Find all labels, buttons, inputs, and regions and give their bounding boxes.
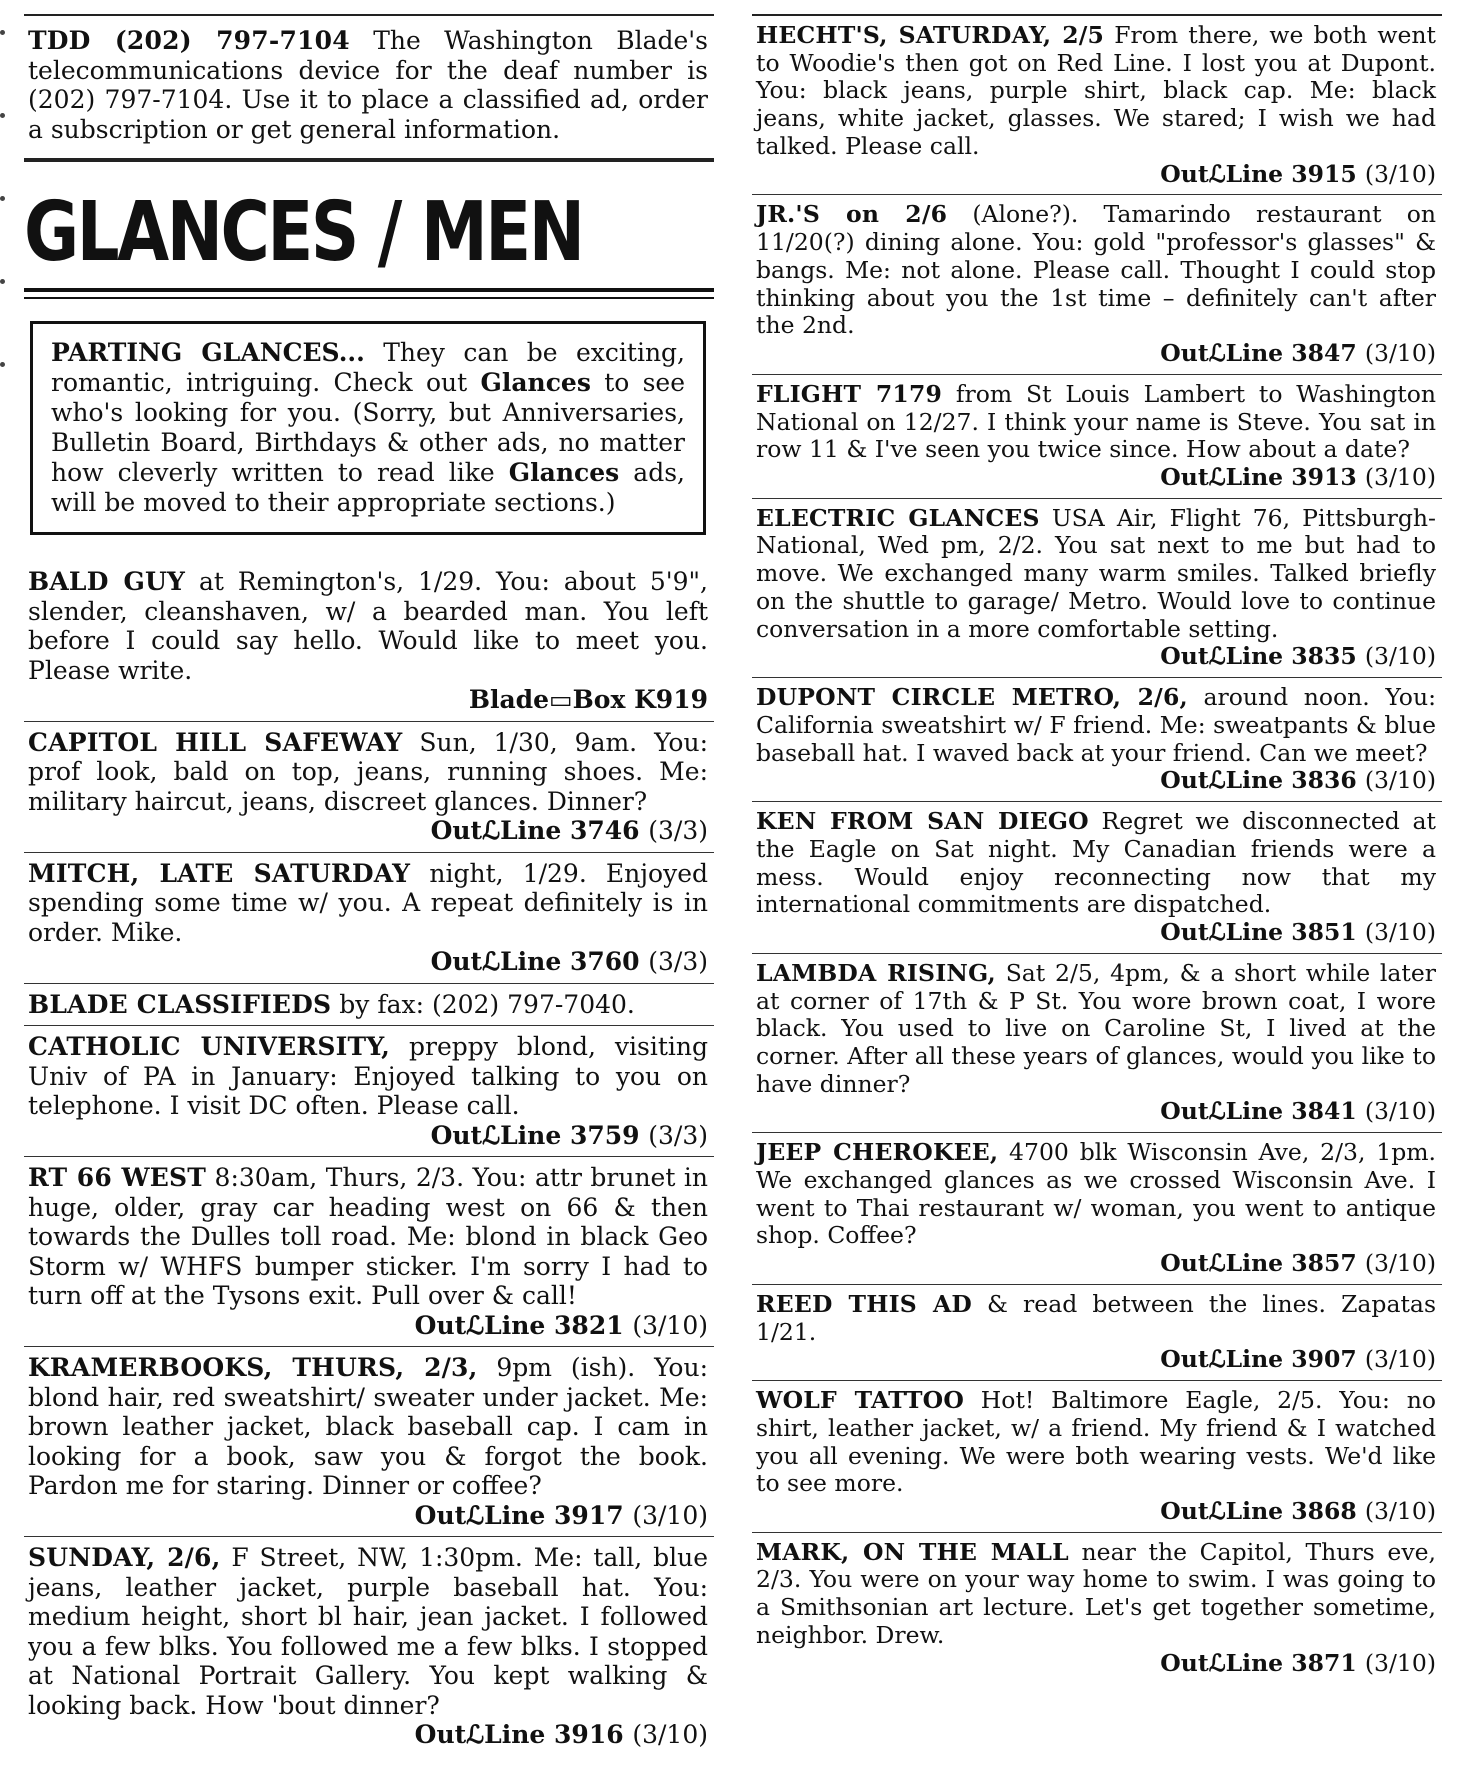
ad-body: by fax: (202) 797-7040. [331, 989, 635, 1019]
ad-body: Regret we disconnected at the Eagle on Sat night. My Canadian friends were a mess. Would enjoy reconnecting now that my international commitments are dispatched. [756, 807, 1436, 919]
ad-heading: KEN FROM SAN DIEGO [756, 807, 1089, 836]
reply-box-number: OutℒLine 3916 [414, 1720, 624, 1749]
classified-ad [24, 1157, 714, 1346]
classified-ad [752, 1133, 1442, 1284]
ad-reply-code [756, 1250, 1436, 1278]
ad-heading: RT 66 WEST [28, 1163, 207, 1192]
parting-glances-notice [30, 321, 706, 535]
ad-reply-code [28, 1311, 708, 1341]
tdd-body: The Washington Blade's telecommunications device for the deaf number is (202) 797-7104. Use it to place a classified ad, order a subscription or get general information. [28, 26, 708, 144]
ad-body: From there, we both went to Woodie's then got on Red Line. I lost you at Dupont. You: black jeans, purple shirt, black cap. Me: black jeans, white jacket, glasses. We stared; I wish we had talked. Please call. [756, 21, 1437, 160]
ad-run-date: (3/10) [1364, 159, 1436, 188]
ad-heading: JR.'S on 2/6 [756, 200, 948, 229]
ad-reply-code [28, 1720, 708, 1750]
classified-ad [24, 722, 714, 852]
right-ads-list [752, 16, 1442, 1683]
ad-heading: DUPONT CIRCLE METRO, 2/6, [756, 683, 1188, 712]
ad-body: 8:30am, Thurs, 2/3. You: attr brunet in huge, older, gray car heading west on 66 & then towards the Dulles toll road. Me: blond in black Geo Storm w/ WHFS bumper sticker. I'm sorry I had to turn off at the Tysons exit. Pull over & call! [28, 1163, 708, 1310]
ad-run-date: (3/3) [648, 816, 708, 845]
ad-run-date: (3/10) [1364, 1249, 1436, 1278]
reply-box-number: OutℒLine 3821 [414, 1310, 624, 1340]
ad-body: from St Louis Lambert to Washington National on 12/27. I think your name is Steve. You sat in row 11 & I've seen you twice since. How about a date? [756, 379, 1436, 464]
ad-reply-code [756, 1098, 1436, 1126]
reply-box-number: Blade▭Box K919 [468, 685, 708, 714]
notice-glances-2: Glances [508, 458, 620, 487]
classified-ad [24, 1347, 714, 1536]
ad-heading: ELECTRIC GLANCES [756, 503, 1040, 532]
notice-glances-1: Glances [480, 368, 591, 397]
classified-ad [752, 375, 1442, 498]
reply-box-number: OutℒLine 3907 [1160, 1345, 1357, 1374]
section-title: GLANCES / MEN [24, 185, 583, 280]
ad-run-date: (3/10) [1364, 1345, 1436, 1374]
right-column [752, 14, 1442, 1683]
classified-ad [752, 195, 1442, 373]
ad-run-date: (3/10) [1364, 918, 1436, 947]
ad-reply-code [756, 1346, 1436, 1374]
classified-ad [24, 984, 714, 1026]
ad-reply-code [756, 1498, 1436, 1526]
reply-box-number: OutℒLine 3917 [414, 1500, 624, 1530]
ad-body: near the Capitol, Thurs eve, 2/3. You were on your way home to swim. I was going to a Smithsonian art lecture. Let's get together sometime, neighbor. Drew. [756, 1537, 1436, 1649]
classified-ad [24, 853, 714, 983]
ad-body: & read between the lines. Zapatas 1/21. [756, 1289, 1437, 1346]
ad-run-date: (3/10) [1364, 339, 1436, 368]
ad-body: 9pm (ish). You: blond hair, red sweatshirt/ sweater under jacket. Me: brown leather jacket, black baseball cap. I cam in looking for a book, saw you & forgot the book. Pardon me for staring. Dinner or coffee? [28, 1353, 708, 1500]
ad-reply-code [28, 947, 708, 977]
reply-box-number: OutℒLine 3835 [1160, 642, 1357, 671]
ad-run-date: (3/10) [1364, 642, 1436, 671]
reply-box-number: OutℒLine 3868 [1160, 1496, 1357, 1525]
tdd-heading: TDD (202) 797-7104 [28, 26, 350, 55]
ad-run-date: (3/10) [632, 1500, 708, 1530]
ad-reply-code [28, 1121, 708, 1151]
ad-run-date: (3/3) [648, 1120, 708, 1150]
ad-reply-code [756, 161, 1436, 189]
ad-body: USA Air, Flight 76, Pittsburgh-National, Wed pm, 2/2. You sat next to me but had to move. We exchanged many warm smiles. Talked briefly on the shuttle to garage/ Metro. Would love to continue conversation in a more comfortable setting. [756, 503, 1436, 643]
ad-reply-code [28, 1501, 708, 1531]
left-column [24, 14, 714, 1756]
reply-box-number: OutℒLine 3871 [1160, 1648, 1357, 1677]
ad-run-date: (3/10) [1364, 1496, 1436, 1525]
ad-heading: BALD GUY [28, 567, 186, 596]
ad-heading: SUNDAY, 2/6, [28, 1543, 221, 1572]
ad-heading: MITCH, LATE SATURDAY [28, 858, 411, 888]
classified-ad [752, 16, 1442, 194]
classified-ad [752, 499, 1442, 677]
ad-run-date: (3/10) [1364, 766, 1436, 795]
notice-heading: PARTING GLANCES... [51, 338, 365, 367]
reply-box-number: OutℒLine 3847 [1160, 339, 1357, 368]
ad-body: Sat 2/5, 4pm, & a short while later at corner of 17th & P St. You wore brown coat, I wore black. You used to live on Caroline St, I lived at the corner. After all these years of glances, would you like to have dinner? [756, 958, 1436, 1098]
classified-ad [24, 561, 714, 721]
reply-box-number: OutℒLine 3913 [1160, 463, 1357, 492]
ad-run-date: (3/10) [1364, 1097, 1436, 1126]
reply-box-number: OutℒLine 3851 [1160, 918, 1357, 947]
reply-box-number: OutℒLine 3857 [1160, 1249, 1357, 1278]
ad-heading: REED THIS AD [756, 1289, 972, 1318]
ad-heading: FLIGHT 7179 [756, 379, 943, 408]
ad-reply-code [756, 464, 1436, 492]
reply-box-number: OutℒLine 3836 [1160, 766, 1357, 795]
classified-ad [752, 678, 1442, 801]
ad-body: preppy blond, visiting Univ of PA in January: Enjoyed talking to you on telephone. I visit DC often. Please call. [28, 1032, 708, 1120]
ad-heading: WOLF TATTOO [756, 1386, 965, 1415]
binding-marks [0, 30, 8, 445]
ad-heading: HECHT'S, SATURDAY, 2/5 [756, 21, 1105, 49]
notice-text-3: ads, will be moved to their appropriate sections.) [51, 458, 685, 517]
ad-run-date: (3/10) [632, 1310, 708, 1340]
ad-body: F Street, NW, 1:30pm. Me: tall, blue jeans, leather jacket, purple baseball hat. You: medium height, short bl hair, jean jacket. I followed you a few blks. You followed me a few blks. I stopped at National Portrait Gallery. You kept walking & looking back. How 'bout dinner? [28, 1543, 708, 1720]
ad-heading: LAMBDA RISING, [756, 958, 996, 987]
ad-reply-code [756, 1650, 1436, 1678]
reply-box-number: OutℒLine 3841 [1160, 1097, 1357, 1126]
ad-reply-code [756, 919, 1436, 947]
ad-reply-code [28, 816, 708, 846]
notice-text-1: They can be exciting, romantic, intriguing. Check out [51, 338, 685, 397]
classified-ad [24, 1537, 714, 1756]
ad-heading: CAPITOL HILL SAFEWAY [28, 727, 403, 757]
ad-heading: BLADE CLASSIFIEDS [28, 989, 332, 1019]
reply-box-number: OutℒLine 3759 [430, 1120, 640, 1150]
ad-body: (Alone?). Tamarindo restaurant on 11/20(?) dining alone. You: gold "professor's glasses" & bangs. Me: not alone. Please call. Thought I could stop thinking about you the 1st time – definitely can't after the 2nd. [756, 200, 1436, 340]
left-ads-list [24, 561, 714, 1756]
reply-box-number: OutℒLine 3746 [430, 816, 640, 845]
notice-text-2: to see who's looking for you. (Sorry, but Anniversaries, Bulletin Board, Birthdays & other ads, no matter how cleverly written to read like [51, 368, 685, 487]
ad-run-date: (3/10) [632, 1720, 708, 1749]
ad-run-date: (3/10) [1364, 1648, 1436, 1677]
ad-heading: JEEP CHEROKEE, [756, 1138, 999, 1167]
classified-ad [752, 1381, 1442, 1532]
ad-body: night, 1/29. Enjoyed spending some time w/ you. A repeat definitely is in order. Mike. [28, 858, 709, 947]
classified-ad [752, 1533, 1442, 1684]
ad-run-date: (3/10) [1364, 463, 1436, 492]
ad-reply-code [28, 685, 708, 715]
classified-ad [752, 802, 1442, 953]
ad-body: at Remington's, 1/29. You: about 5'9", slender, cleanshaven, w/ a bearded man. You left before I could say hello. Would like to meet you. Please write. [28, 567, 708, 685]
ad-body: Hot! Baltimore Eagle, 2/5. You: no shirt, leather jacket, w/ a friend. My friend & I watched you all evening. We were both wearing vests. We'd like to see more. [756, 1386, 1436, 1498]
ad-reply-code [756, 767, 1436, 795]
classified-ad [752, 954, 1442, 1132]
ad-heading: KRAMERBOOKS, THURS, 2/3, [28, 1353, 478, 1382]
reply-box-number: OutℒLine 3915 [1160, 159, 1357, 188]
classified-ad [24, 1026, 714, 1156]
ad-reply-code [756, 340, 1436, 368]
reply-box-number: OutℒLine 3760 [430, 947, 640, 976]
ad-heading: MARK, ON THE MALL [756, 1537, 1069, 1566]
ad-body: 4700 blk Wisconsin Ave, 2/3, 1pm. We exchanged glances as we crossed Wisconsin Ave. I went to Thai restaurant w/ woman, you went to antique shop. Coffee? [756, 1138, 1436, 1250]
classified-ad [752, 1285, 1442, 1380]
ad-run-date: (3/3) [648, 947, 708, 976]
tdd-notice [24, 16, 714, 150]
ad-body: Sun, 1/30, 9am. You: prof look, bald on top, jeans, running shoes. Me: military haircut, jeans, discreet glances. Dinner? [28, 727, 708, 816]
ad-body: around noon. You: California sweatshirt w/ F friend. Me: sweatpants & blue baseball hat. I waved back at your friend. Can we meet? [756, 683, 1436, 767]
ad-heading: CATHOLIC UNIVERSITY, [28, 1032, 391, 1061]
ad-reply-code [756, 643, 1436, 671]
